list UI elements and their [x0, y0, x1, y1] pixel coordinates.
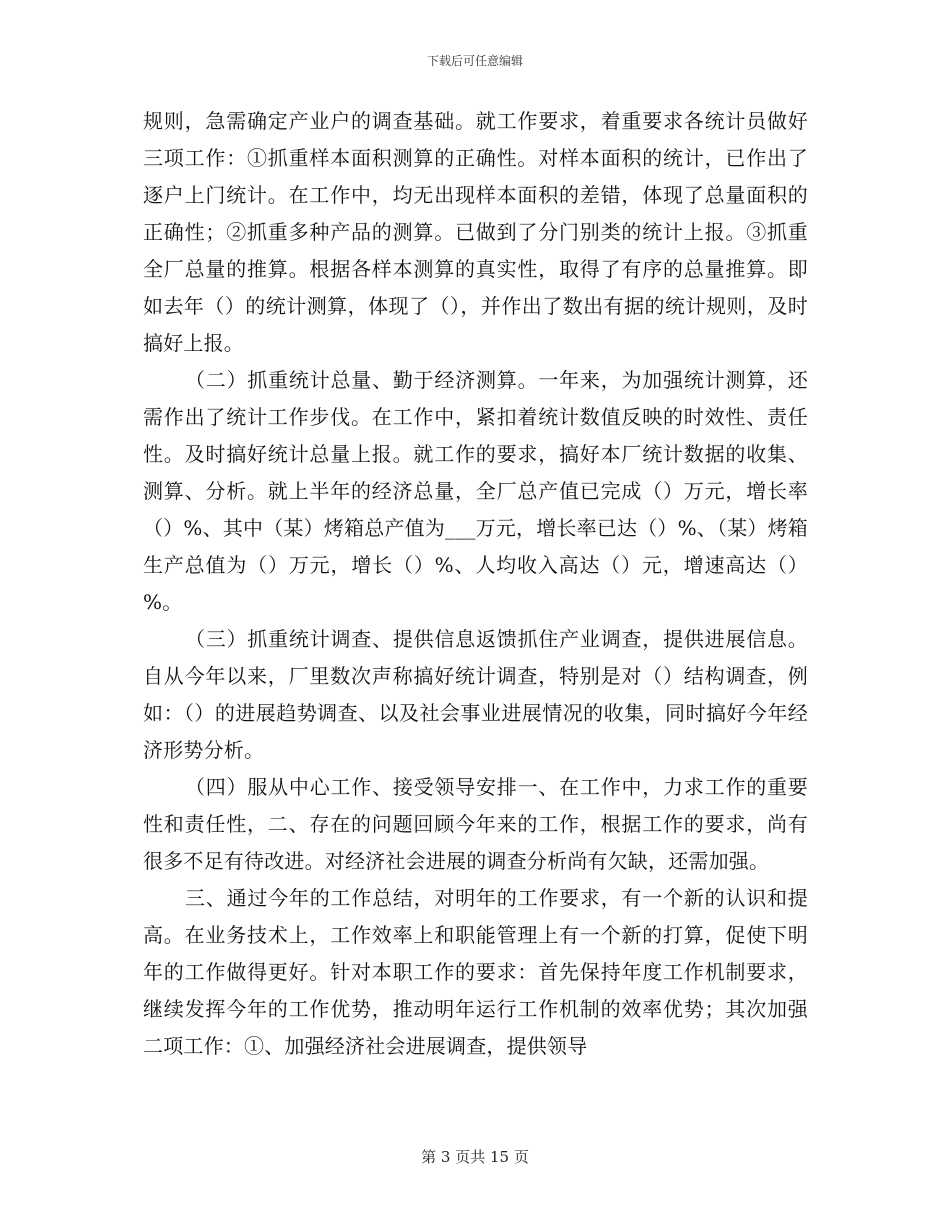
paragraph-3: （三）抓重统计调查、提供信息返馈抓住产业调查，提供进展信息。自从今年以来，厂里数次声称搞好统计调查，特别是对（）结构调查，例如：（）的进展趋势调查、以及社会事业进展情况的收集，同时搞好今年经济形势分析。 [143, 627, 808, 762]
page-number: 第 3 页共 15 页 [421, 1148, 529, 1166]
document-body [143, 103, 808, 1065]
paragraph-1: 规则，急需确定产业户的调查基础。就工作要求，着重要求各统计员做好三项工作：①抓重样本面积测算的正确性。对样本面积的统计，已作出了逐户上门统计。在工作中，均无出现样本面积的差错，体现了总量面积的正确性；②抓重多种产品的测算。已做到了分门别类的统计上报。③抓重全厂总量的推算。根据各样本测算的真实性，取得了有序的总量推算。即如去年（）的统计测算，体现了（），并作出了数出有据的统计规则，及时搞好上报。 [143, 109, 808, 355]
paragraph-4: （四）服从中心工作、接受领导安排一、在工作中，力求工作的重要性和责任性，二、存在的问题回顾今年来的工作，根据工作的要求，尚有很多不足有待改进。对经济社会进展的调查分析尚有欠缺，还需加强。 [143, 775, 808, 873]
page-header: 下载后可任意编辑 [426, 54, 523, 68]
paragraph-2: （二）抓重统计总量、勤于经济测算。一年来，为加强统计测算，还需作出了统计工作步伐。在工作中，紧扣着统计数值反映的时效性、责任性。及时搞好统计总量上报。就工作的要求，搞好本厂统计数据的收集、测算、分析。就上半年的经济总量，全厂总产值已完成（）万元，增长率（）%、其中（某）烤箱总产值为___万元，增长率已达（）%、（某）烤箱生产总值为（）万元，增长（）%、人均收入高达（）元，增速高达（）%。 [143, 368, 809, 614]
paragraph-5: 三、通过今年的工作总结，对明年的工作要求，有一个新的认识和提高。在业务技术上，工作效率上和职能管理上有一个新的打算，促使下明年的工作做得更好。针对本职工作的要求：首先保持年度工作机制要求，继续发挥今年的工作优势，推动明年运行工作机制的效率优势；其次加强二项工作：①、加强经济社会进展调查，提供领导 [143, 886, 808, 1058]
